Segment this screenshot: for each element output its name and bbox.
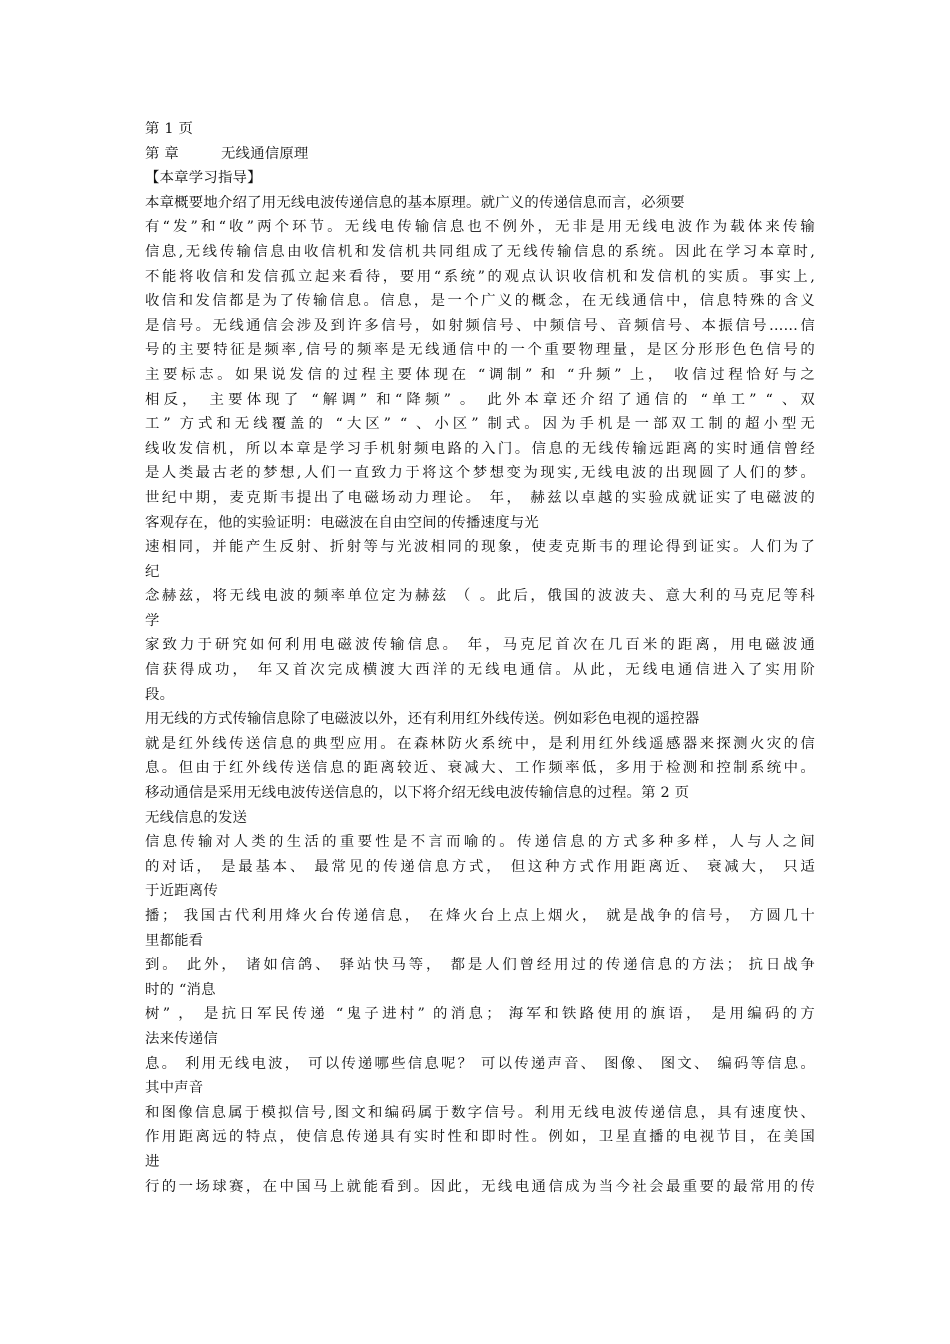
text-line: 作用距离远的特点，使信息传递具有实时性和即时性。例如，卫星直播的电视节目，在美国	[145, 1129, 815, 1146]
guide-heading: 【本章学习指导】	[145, 170, 262, 187]
chapter-prefix: 第 章	[145, 145, 179, 162]
text-line: 时的 “消息	[145, 981, 216, 998]
text-line: 是信号。无线通信会涉及到许多信号，如射频信号、中频信号、音频信号、本振信号……信	[145, 317, 815, 334]
text-line: 信获得成功， 年又首次完成横渡大西洋的无线电通信。从此，无线电通信进入了实用阶	[145, 662, 815, 679]
text-line: 进	[145, 1153, 160, 1170]
text-line: 纪	[145, 563, 160, 580]
text-line: 是人类最古老的梦想,人们一直致力于将这个梦想变为现实,无线电波的出现圆了人们的梦。	[145, 465, 815, 482]
text-line: 里都能看	[145, 932, 204, 949]
text-line: 工” 方式和无线覆盖的 “大区” “ 、小区” 制式。因为手机是一部双工制的超小型无	[145, 416, 815, 433]
text-line: 信息,无线传输信息由收信机和发信机共同组成了无线传输信息的系统。因此在学习本章时,	[145, 243, 815, 260]
text-line: 主要标志。如果说发信的过程主要体现在 “调制” 和 “升频” 上， 收信过程恰好与之	[145, 366, 815, 383]
text-line: 世纪中期，麦克斯韦提出了电磁场动力理论。 年， 赫兹以卓越的实验成就证实了电磁波的	[145, 489, 815, 506]
text-line: 学	[145, 612, 160, 629]
text-line: 行的一场球赛，在中国马上就能看到。因此，无线电通信成为当今社会最重要的最常用的传	[145, 1178, 815, 1195]
text-line: 本章概要地介绍了用无线电波传递信息的基本原理。就广义的传递信息而言，必须要	[145, 194, 685, 211]
text-line: 不能将收信和发信孤立起来看待，要用“系统”的观点认识收信机和发信机的实质。事实上,	[145, 268, 815, 285]
text-line: 念赫兹，将无线电波的频率单位定为赫兹 （ 。此后，俄国的波波夫、意大利的马克尼等科	[145, 588, 815, 605]
text-line: 有“发”和“收”两个环节。无线电传输信息也不例外，无非是用无线电波作为载体来传输	[145, 219, 815, 236]
document-page	[145, 117, 815, 1199]
text-line: 息。但由于红外线传送信息的距离较近、衰减大、工作频率低，多用于检测和控制系统中。	[145, 760, 815, 777]
text-line: 其中声音	[145, 1080, 204, 1097]
body-text	[145, 191, 815, 1199]
page-label: 第 1 页	[145, 121, 194, 137]
text-line: 和图像信息属于模拟信号,图文和编码属于数字信号。利用无线电波传递信息，具有速度快、	[145, 1104, 815, 1121]
text-line: 到。 此外， 诸如信鸽、 驿站快马等， 都是人们曾经用过的传递信息的方法； 抗日战争	[145, 957, 815, 974]
text-line: 就是红外线传送信息的典型应用。在森林防火系统中，是利用红外线遥感器来探测火灾的信	[145, 735, 815, 752]
text-line: 段。	[145, 686, 175, 703]
text-line: 线收发信机，所以本章是学习手机射频电路的入门。信息的无线传输远距离的实时通信曾经	[145, 440, 815, 457]
text-line: 家致力于研究如何利用电磁波传输信息。 年，马克尼首次在几百米的距离，用电磁波通	[145, 637, 815, 654]
chapter-heading	[145, 142, 815, 167]
text-line: 无线信息的发送	[145, 809, 248, 826]
text-line: 用无线的方式传输信息除了电磁波以外，还有利用红外线传送。例如彩色电视的遥控器	[145, 711, 700, 728]
text-line: 速相同，并能产生反射、折射等与光波相同的现象，使麦克斯韦的理论得到证实。人们为了	[145, 539, 815, 556]
text-line: 法来传递信	[145, 1030, 218, 1047]
text-line: 相反， 主要体现了 “解调” 和“降频” 。 此外本章还介绍了通信的 “单工” “ 、双	[145, 391, 815, 408]
text-line: 号的主要特征是频率,信号的频率是无线通信中的一个重要物理量，是区分形形色色信号的	[145, 342, 815, 359]
text-line: 树” ， 是抗日军民传递 “鬼子进村” 的消息； 海军和铁路使用的旗语， 是用编码的方	[145, 1006, 815, 1023]
text-line: 于近距离传	[145, 883, 218, 900]
text-line: 移动通信是采用无线电波传送信息的，以下将介绍无线电波传输信息的过程。第 2 页	[145, 785, 690, 802]
text-line: 收信和发信都是为了传输信息。信息，是一个广义的概念，在无线通信中，信息特殊的含义	[145, 293, 815, 310]
text-line: 客观存在，他的实验证明：电磁波在自由空间的传播速度与光	[145, 514, 539, 531]
chapter-title: 无线通信原理	[220, 145, 309, 162]
text-line: 息。 利用无线电波， 可以传递哪些信息呢？ 可以传递声音、 图像、 图文、 编码等信息。	[145, 1055, 815, 1072]
text-line: 信息传输对人类的生活的重要性是不言而喻的。传递信息的方式多种多样，人与人之间	[145, 834, 815, 851]
text-line: 播； 我国古代利用烽火台传递信息， 在烽火台上点上烟火， 就是战争的信号， 方圆几十	[145, 908, 815, 924]
text-line: 的对话， 是最基本、 最常见的传递信息方式， 但这种方式作用距离近、 衰减大， 只适	[145, 858, 815, 875]
